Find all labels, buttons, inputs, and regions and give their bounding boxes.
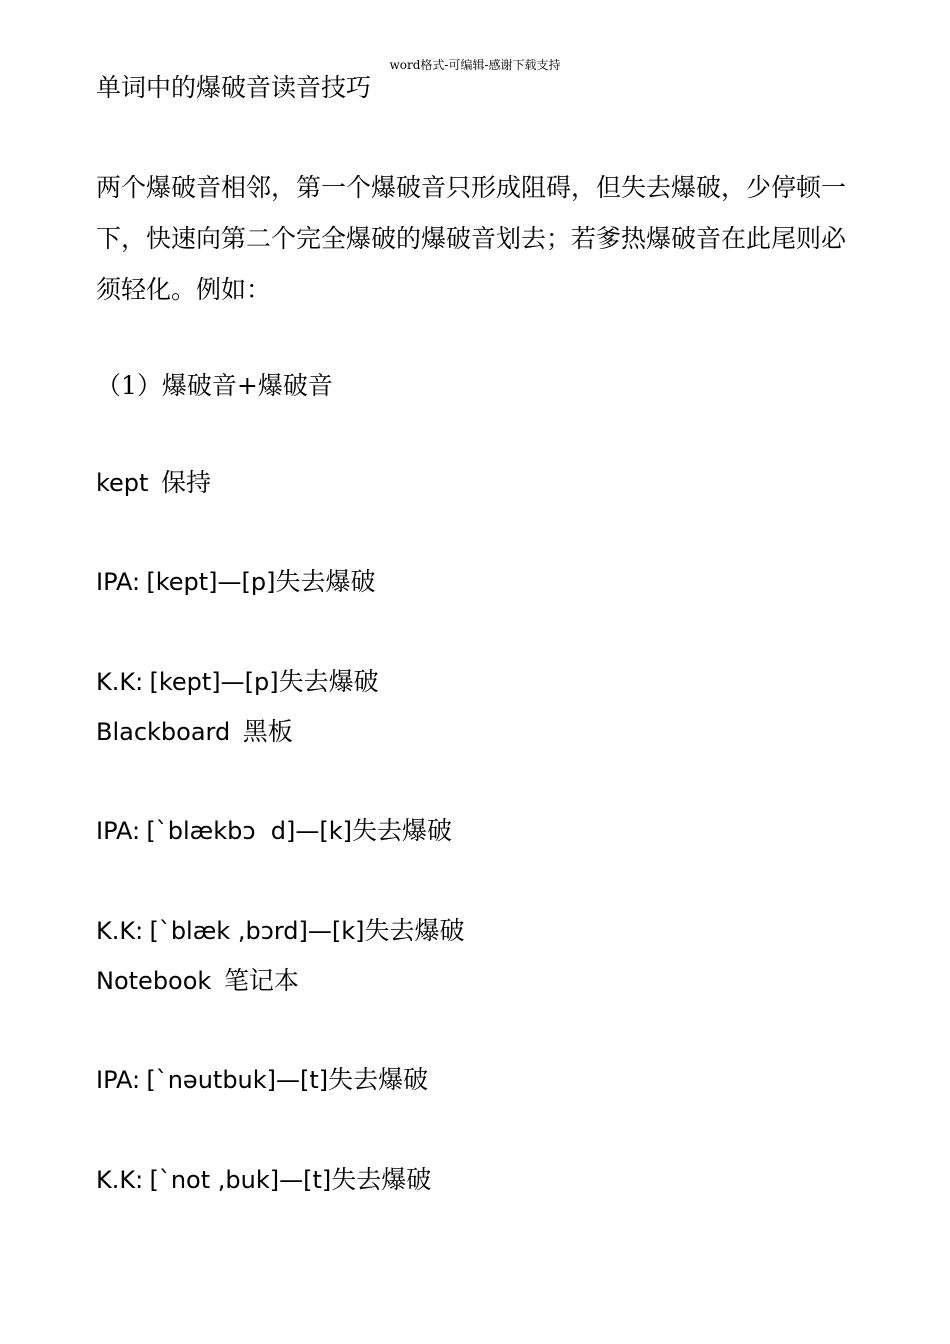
word-entry xyxy=(96,467,211,500)
kk-transcription: [`not ,buk]—[t] xyxy=(149,1166,332,1194)
kk-label: K.K: xyxy=(96,1166,144,1194)
ipa-note: 失去爆破 xyxy=(275,567,376,596)
ipa-note: 失去爆破 xyxy=(328,1065,429,1094)
intro-line: 下，快速向第二个完全爆破的爆破音划去；若爹热爆破音在此尾则必 xyxy=(96,224,847,253)
kk-transcription: [kept]—[p] xyxy=(149,668,279,696)
intro-line: 两个爆破音相邻，第一个爆破音只形成阻碍，但失去爆破，少停顿一 xyxy=(96,173,847,202)
intro-paragraph xyxy=(96,162,866,315)
kk-line xyxy=(96,1164,431,1197)
entry-word: Blackboard xyxy=(96,718,231,746)
entry-word: Notebook xyxy=(96,967,212,995)
ipa-label: IPA: xyxy=(96,1066,141,1094)
entry-meaning: 保持 xyxy=(160,468,211,497)
word-entry xyxy=(96,965,299,998)
ipa-line xyxy=(96,1064,428,1097)
ipa-line xyxy=(96,566,376,599)
kk-line xyxy=(96,915,465,948)
ipa-transcription: [kept]—[p] xyxy=(146,568,276,596)
word-entry xyxy=(96,716,293,749)
ipa-transcription: [`blækbɔ d]—[k] xyxy=(146,817,352,845)
ipa-line xyxy=(96,815,452,848)
kk-transcription: [`blæk ,bɔrd]—[k] xyxy=(149,917,365,945)
intro-line: 须轻化。例如： xyxy=(96,275,272,304)
ipa-label: IPA: xyxy=(96,568,141,596)
kk-label: K.K: xyxy=(96,668,144,696)
kk-note: 失去爆破 xyxy=(364,916,465,945)
ipa-note: 失去爆破 xyxy=(352,816,453,845)
entry-meaning: 笔记本 xyxy=(223,966,299,995)
entry-word: kept xyxy=(96,469,149,497)
header-note: word格式-可编辑-感谢下载支持 xyxy=(389,58,561,72)
section-heading: （1）爆破音+爆破音 xyxy=(96,371,333,400)
kk-label: K.K: xyxy=(96,917,144,945)
entry-meaning: 黑板 xyxy=(242,717,293,746)
kk-note: 失去爆破 xyxy=(331,1165,432,1194)
kk-note: 失去爆破 xyxy=(278,667,379,696)
ipa-transcription: [`nəutbuk]—[t] xyxy=(146,1066,329,1094)
kk-line xyxy=(96,666,379,699)
ipa-label: IPA: xyxy=(96,817,141,845)
document-title: 单词中的爆破音读音技巧 xyxy=(96,73,372,102)
